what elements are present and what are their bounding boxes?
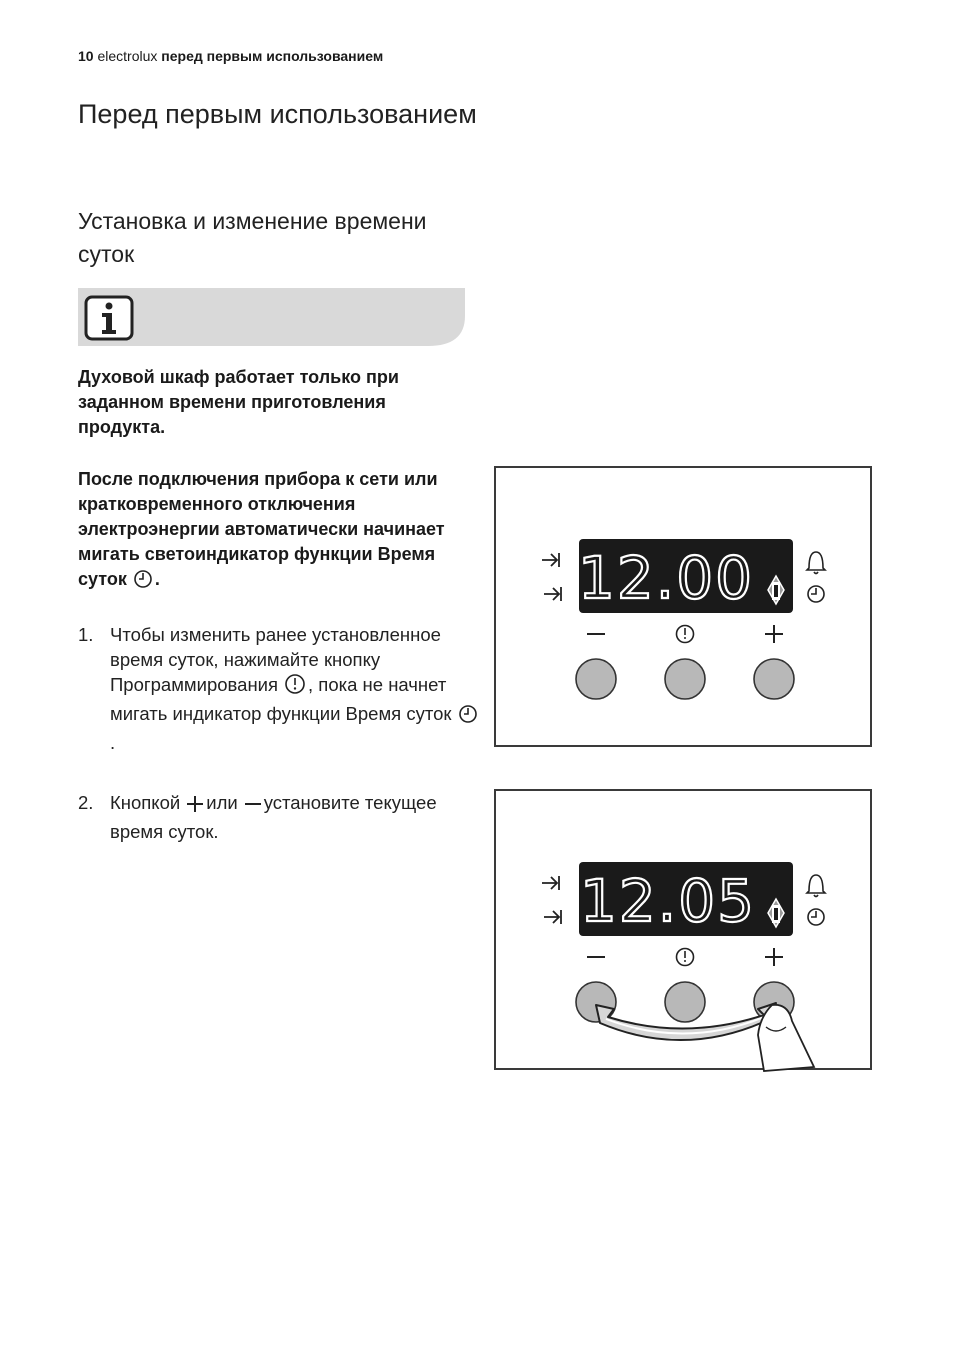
program-icon (677, 949, 694, 966)
minus-button[interactable] (576, 659, 616, 699)
duration-icon (544, 587, 561, 601)
step-text: Чтобы изменить ранее установленное время суток, нажимайте кнопку Программирования (110, 624, 441, 695)
bell-icon (807, 552, 825, 574)
note-paragraph: Духовой шкаф работает только при заданном времени приготовления продукта. (78, 367, 399, 437)
brand-name: electrolux (97, 48, 158, 64)
info-icon (86, 297, 132, 339)
plus-icon (765, 948, 783, 966)
program-icon (284, 673, 306, 701)
program-button[interactable] (665, 659, 705, 699)
plus-icon (765, 625, 783, 643)
minus-icon (244, 794, 262, 819)
clock-icon (458, 704, 478, 730)
control-panel-figure-1 (494, 466, 872, 747)
step-text: Кнопкой (110, 792, 181, 813)
plus-icon (186, 794, 204, 819)
end-time-icon (542, 876, 559, 890)
time-display: 12.00 (577, 544, 754, 612)
clock-icon (133, 569, 153, 596)
end-time-icon (542, 553, 559, 567)
step-number: 1. (78, 624, 94, 645)
clock-icon (808, 586, 824, 602)
program-icon (677, 626, 694, 643)
warning-paragraph (78, 467, 468, 596)
warning-end: . (154, 569, 160, 589)
page-title: Перед первым использованием (78, 99, 477, 129)
step-text: или (206, 792, 238, 813)
step-number: 2. (78, 792, 94, 813)
duration-icon (544, 910, 561, 924)
step-text: . (110, 732, 116, 753)
finger-icon (758, 1005, 814, 1071)
step-text: , пока не начнет мигать индикатор функции Время суток (110, 674, 452, 724)
section-title: Установка и изменение времени суток (78, 208, 427, 267)
control-panel-figure-2 (494, 789, 872, 1070)
running-header (78, 48, 383, 64)
time-display: 12.05 (579, 867, 756, 935)
clock-icon (808, 909, 824, 925)
plus-button[interactable] (754, 659, 794, 699)
bell-icon (807, 875, 825, 897)
section-name: перед первым использованием (161, 48, 384, 64)
program-button[interactable] (665, 982, 705, 1022)
warning-text: После подключения прибора к сети или кратковременного отключения электроэнергии автоматически начинает мигать светоиндикатор функции Время суток (78, 469, 445, 589)
step-text: установите текущее время суток. (110, 792, 437, 842)
info-bar (78, 288, 465, 348)
page-number: 10 (78, 48, 94, 64)
